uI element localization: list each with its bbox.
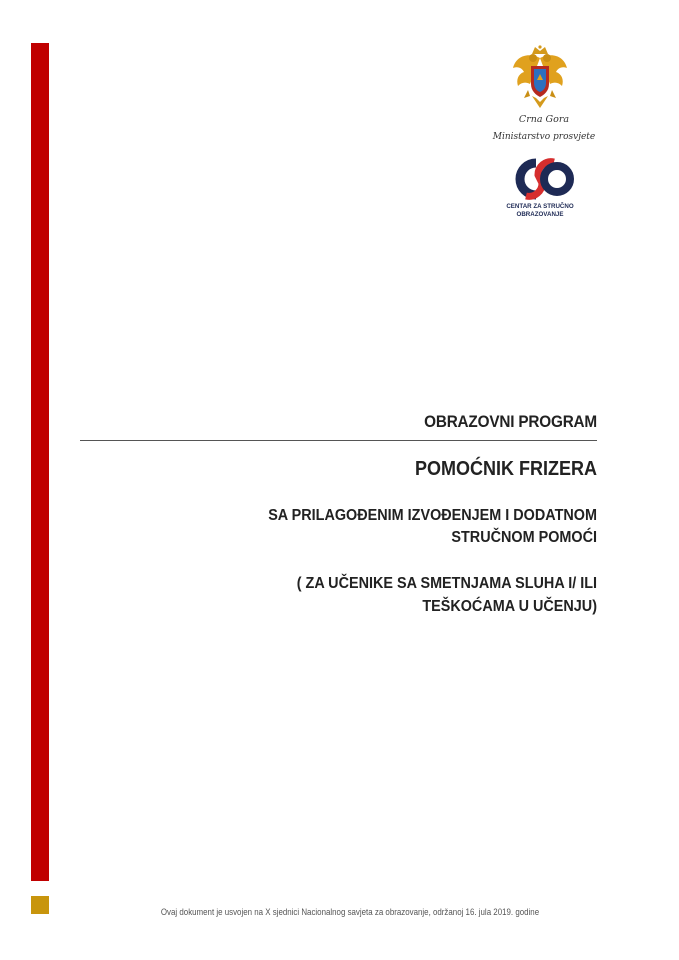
document-subtitle [132, 505, 597, 549]
cso-logo-icon [502, 157, 578, 201]
document-title: POMOĆNIK FRIZERA [415, 458, 597, 480]
footer-accent-square [31, 896, 49, 914]
subtitle-line-1: SA PRILAGOĐENIM IZVOĐENJEM I DODATNOM [268, 507, 597, 524]
cso-name-line1: CENTAR ZA STRUČNO [506, 203, 574, 210]
cso-name-label [484, 203, 596, 218]
ministry-country-label: Crna Gora [518, 114, 570, 125]
subtitle-line-2: STRUČNOM POMOĆI [451, 529, 597, 546]
note-line-2: TEŠKOĆAMA U UČENJU) [422, 598, 597, 615]
document-target-note [132, 572, 597, 618]
header-logos [484, 40, 604, 230]
program-label: OBRAZOVNI PROGRAM [424, 412, 597, 431]
adoption-footer: Ovaj dokument je usvojen na X sjednici Nacionalnog savjeta za obrazovanje, održanoj 16. jula 2019. godine [160, 907, 540, 917]
ministry-name-label: Ministarstvo prosvjete [492, 132, 596, 142]
side-accent-bar [31, 43, 49, 881]
cso-name-line2: OBRAZOVANJE [516, 210, 564, 218]
title-divider [80, 440, 597, 441]
coat-of-arms-icon [510, 44, 570, 112]
note-line-1: ( ZA UČENIKE SA SMETNJAMA SLUHA I/ ILI [296, 575, 597, 592]
